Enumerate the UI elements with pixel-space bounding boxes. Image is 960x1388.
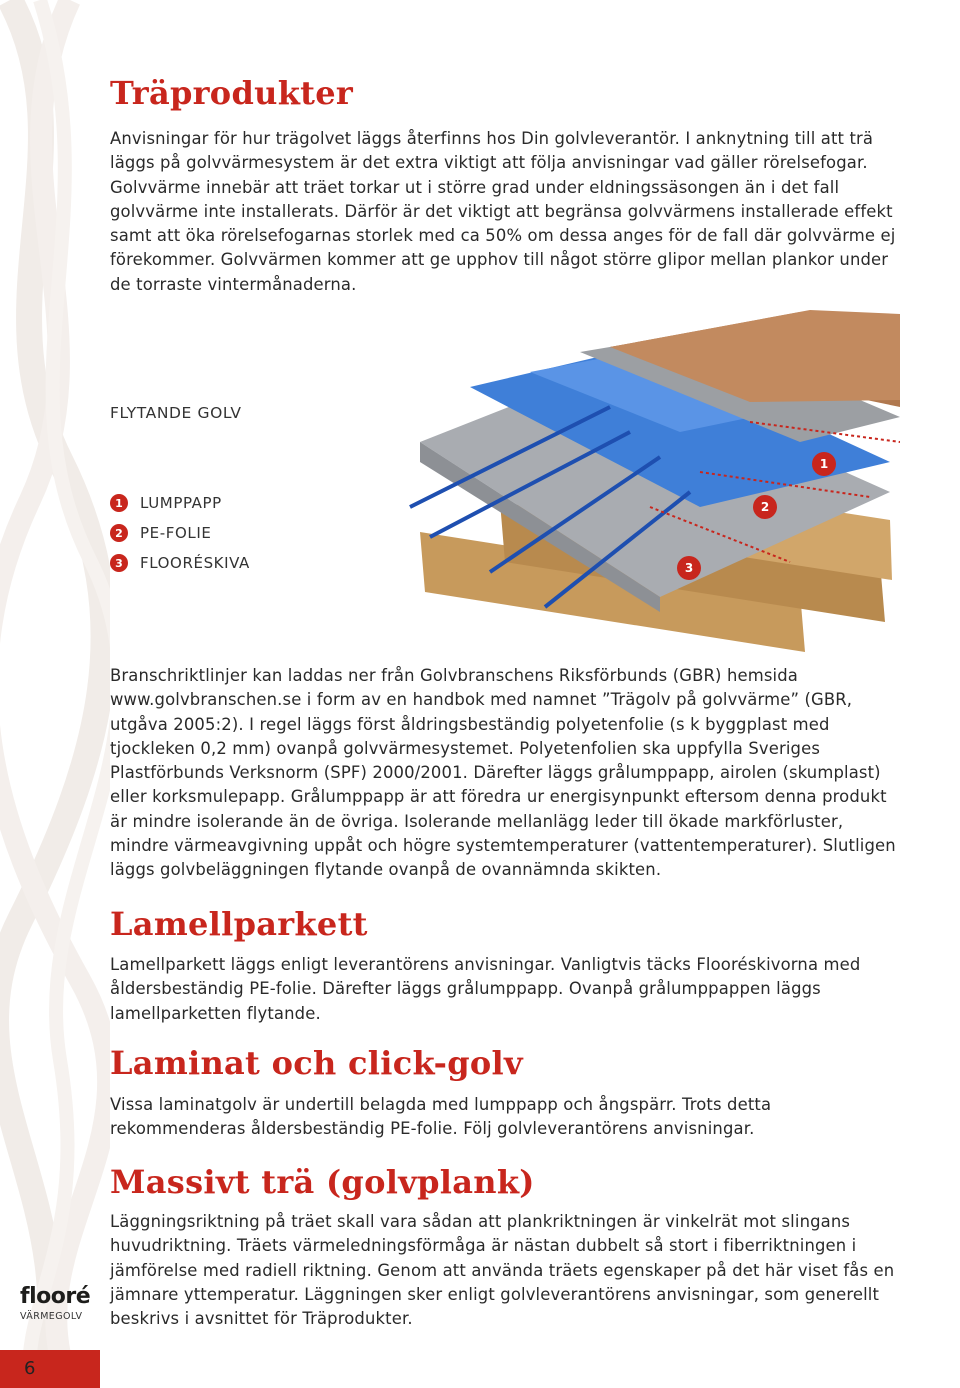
figure-title: FLYTANDE GOLV	[110, 404, 242, 422]
legend-item-lumppapp	[110, 488, 250, 518]
heading-laminat: Laminat och click-golv	[110, 1044, 523, 1082]
page-number-tab	[0, 1350, 100, 1388]
decorative-ribbon	[0, 0, 110, 1388]
callout-badge-2: 2	[753, 495, 777, 519]
page-number: 6	[24, 1358, 36, 1379]
floor-diagram	[110, 292, 900, 662]
callout-badge-1: 1	[812, 452, 836, 476]
paragraph-lamellparkett: Lamellparkett läggs enligt leverantörens anvisningar. Vanligtvis täcks Flooréskivorna med åldersbeständig PE-folie. Därefter läggs grålumppapp. Ovanpå grålumppappen läggs lamellparketten flytande.	[110, 955, 861, 1023]
legend-label: FLOORÉSKIVA	[140, 554, 250, 572]
heading-massivt-tra: Massivt trä (golvplank)	[110, 1163, 535, 1201]
legend-number-badge: 1	[110, 494, 128, 512]
paragraph-laminat: Vissa laminatgolv är undertill belagda med lumppapp och ångspärr. Trots detta rekommenderas åldersbeständig PE-folie. Följ golvleverantörens anvisningar.	[110, 1095, 772, 1139]
brand-subtitle: VÄRMEGOLV	[20, 1311, 83, 1322]
legend-label: LUMPPAPP	[140, 494, 222, 512]
paragraph-branschriktlinjer: Branschriktlinjer kan laddas ner från Golvbranschens Riksförbunds (GBR) hemsida www.golvbranschen.se i form av en handbok med namnet ”Trägolv på golvvärme” (GBR, utgåva 2005:2). I regel läggs först åldringsbeständig polyetenfolie (s k byggplast med tjockleken 0,2 mm) ovanpå golvvärmesystemet. Polyetenfolien ska uppfylla Sveriges Plastförbunds Verksnorm (SPF) 2000/2001. Därefter läggs grålumppapp, airolen (skumplast) eller korksmulepapp. Grålumppapp är att föredra ur energisynpunkt eftersom denna produkt är mindre isolerande än de övriga. Isolerande mellanlägg leder till ökade markförluster, mindre värmeavgivning uppåt och högre systemtemperaturer (vattentemperaturer). Slutligen läggs golvbeläggningen flytande ovanpå de ovannämnda skikten.	[110, 666, 896, 880]
brand-name: flooré	[20, 1284, 91, 1309]
figure-legend	[110, 488, 250, 578]
legend-number-badge: 2	[110, 524, 128, 542]
brand-logo	[20, 1284, 92, 1322]
legend-number-badge: 3	[110, 554, 128, 572]
legend-item-flooreskiva	[110, 548, 250, 578]
legend-item-pe-folie	[110, 518, 250, 548]
floor-layers-illustration	[280, 292, 900, 662]
callout-badge-3: 3	[677, 556, 701, 580]
heading-lamellparkett: Lamellparkett	[110, 905, 368, 943]
heading-traprodukter: Träprodukter	[110, 74, 354, 112]
paragraph-traprodukter: Anvisningar för hur trägolvet läggs återfinns hos Din golvleverantör. I anknytning till att trä läggs på golvvärmesystem är det extra viktigt att följa anvisningar vad gäller rörelsefogar. Golvvärme innebär att träet torkar ut i större grad under eldningssäsongen än i det fall golvvärme inte installerats. Därför är det viktigt att begränsa golvvärmens installerade effekt samt att öka rörelsefogarnas storlek med ca 50% om dessa anges för de fall där golvvärme ej förekommer. Golvvärmen kommer att ge upphov till något större glipor mellan plankor under de torraste vintermånaderna.	[110, 129, 896, 294]
legend-label: PE-FOLIE	[140, 524, 212, 542]
paragraph-massivt-tra: Läggningsriktning på träet skall vara sådan att plankriktningen är vinkelrät mot slingans huvudriktning. Träets värmeledningsförmåga är nästan dubbelt så stort i fiberriktningen i jämförelse med radiell riktning. Genom att använda träets egenskaper på det här viset fås en jämnare yttemperatur. Läggningen sker enligt golvleverantörens anvisningar, som generellt beskrivs i avsnittet för Träprodukter.	[110, 1212, 895, 1329]
